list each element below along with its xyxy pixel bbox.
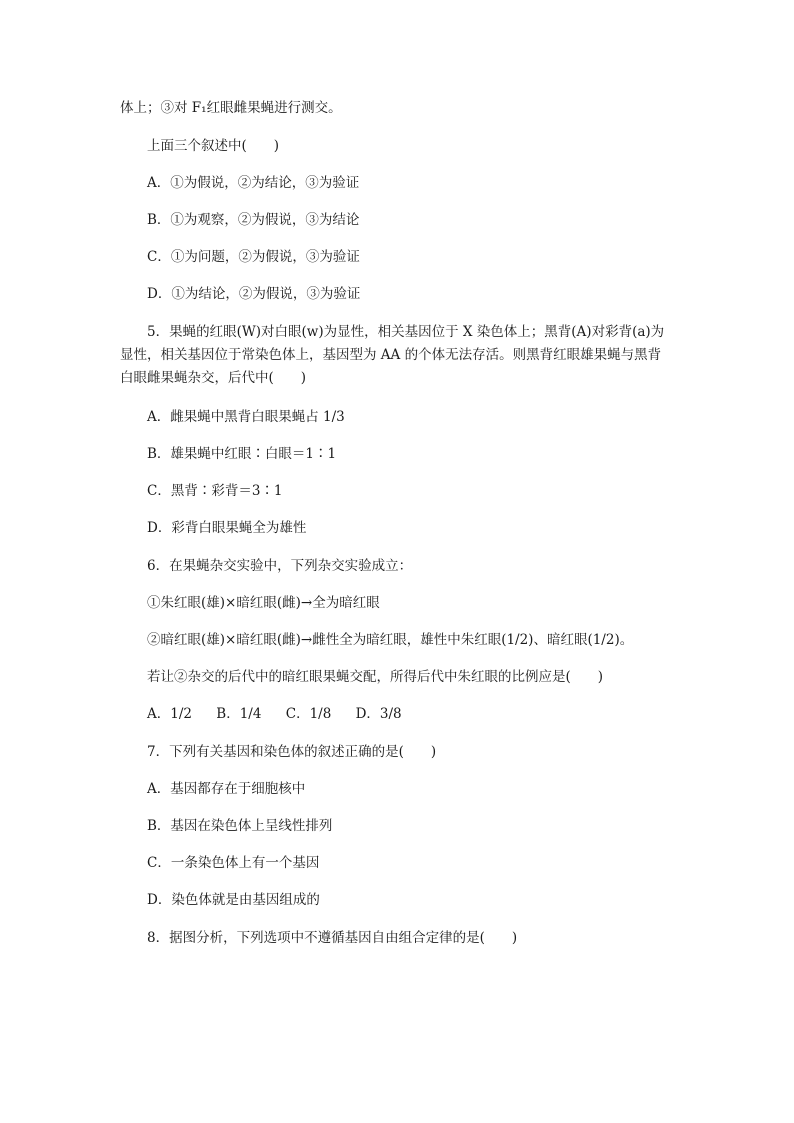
text-line-continuation: 体上；③对 F₁红眼雌果蝇进行测交。	[120, 100, 342, 116]
question-7-option-a: A．基因都存在于细胞核中	[147, 781, 306, 797]
question-4-stem: 上面三个叙述中( )	[147, 138, 280, 154]
question-7-option-b: B．基因在染色体上呈线性排列	[147, 818, 333, 834]
question-4-option-a: A．①为假说，②为结论，③为验证	[147, 175, 360, 191]
question-5-stem-line-2: 显性，相关基因位于常染色体上，基因型为 AA 的个体无法存活。则黑背红眼雄果蝇与黑背	[120, 347, 662, 363]
question-7-option-d: D．染色体就是由基因组成的	[147, 892, 320, 908]
question-5-option-b: B．雄果蝇中红眼∶白眼＝1∶1	[147, 446, 337, 462]
question-6-cross-2: ②暗红眼(雄)×暗红眼(雌)→雌性全为暗红眼，雄性中朱红眼(1/2)、暗红眼(1/2)。	[147, 632, 634, 648]
question-8-stem: 8．据图分析，下列选项中不遵循基因自由组合定律的是( )	[147, 930, 518, 946]
question-5-option-d: D．彩背白眼果蝇全为雄性	[147, 520, 307, 536]
question-6-cross-1: ①朱红眼(雄)×暗红眼(雌)→全为暗红眼	[147, 595, 380, 611]
question-6-option-a: A．1/2	[147, 706, 192, 722]
question-5-option-c: C．黑背∶彩背＝3∶1	[147, 483, 283, 499]
question-5-option-a: A．雌果蝇中黑背白眼果蝇占 1/3	[147, 409, 345, 425]
question-4-option-b: B．①为观察，②为假说，③为结论	[147, 212, 360, 228]
question-4-option-c: C．①为问题，②为假说，③为验证	[147, 249, 360, 265]
question-7-option-c: C．一条染色体上有一个基因	[147, 855, 320, 871]
question-6-option-b: B．1/4	[216, 706, 262, 722]
question-6-option-d: D．3/8	[355, 706, 402, 722]
question-7-stem: 7．下列有关基因和染色体的叙述正确的是( )	[147, 744, 437, 760]
question-6-question: 若让②杂交的后代中的暗红眼果蝇交配，所得后代中朱红眼的比例应是( )	[147, 669, 604, 685]
question-6-options	[147, 704, 707, 724]
question-4-option-d: D．①为结论，②为假说，③为验证	[147, 286, 361, 302]
question-6-option-c: C．1/8	[285, 706, 332, 722]
question-6-stem: 6．在果蝇杂交实验中，下列杂交实验成立：	[147, 558, 413, 574]
question-5-stem-line-3: 白眼雌果蝇杂交，后代中( )	[120, 370, 307, 386]
question-5-stem-line-1: 5．果蝇的红眼(W)对白眼(w)为显性，相关基因位于 X 染色体上；黑背(A)对彩背(a)为	[147, 324, 665, 340]
